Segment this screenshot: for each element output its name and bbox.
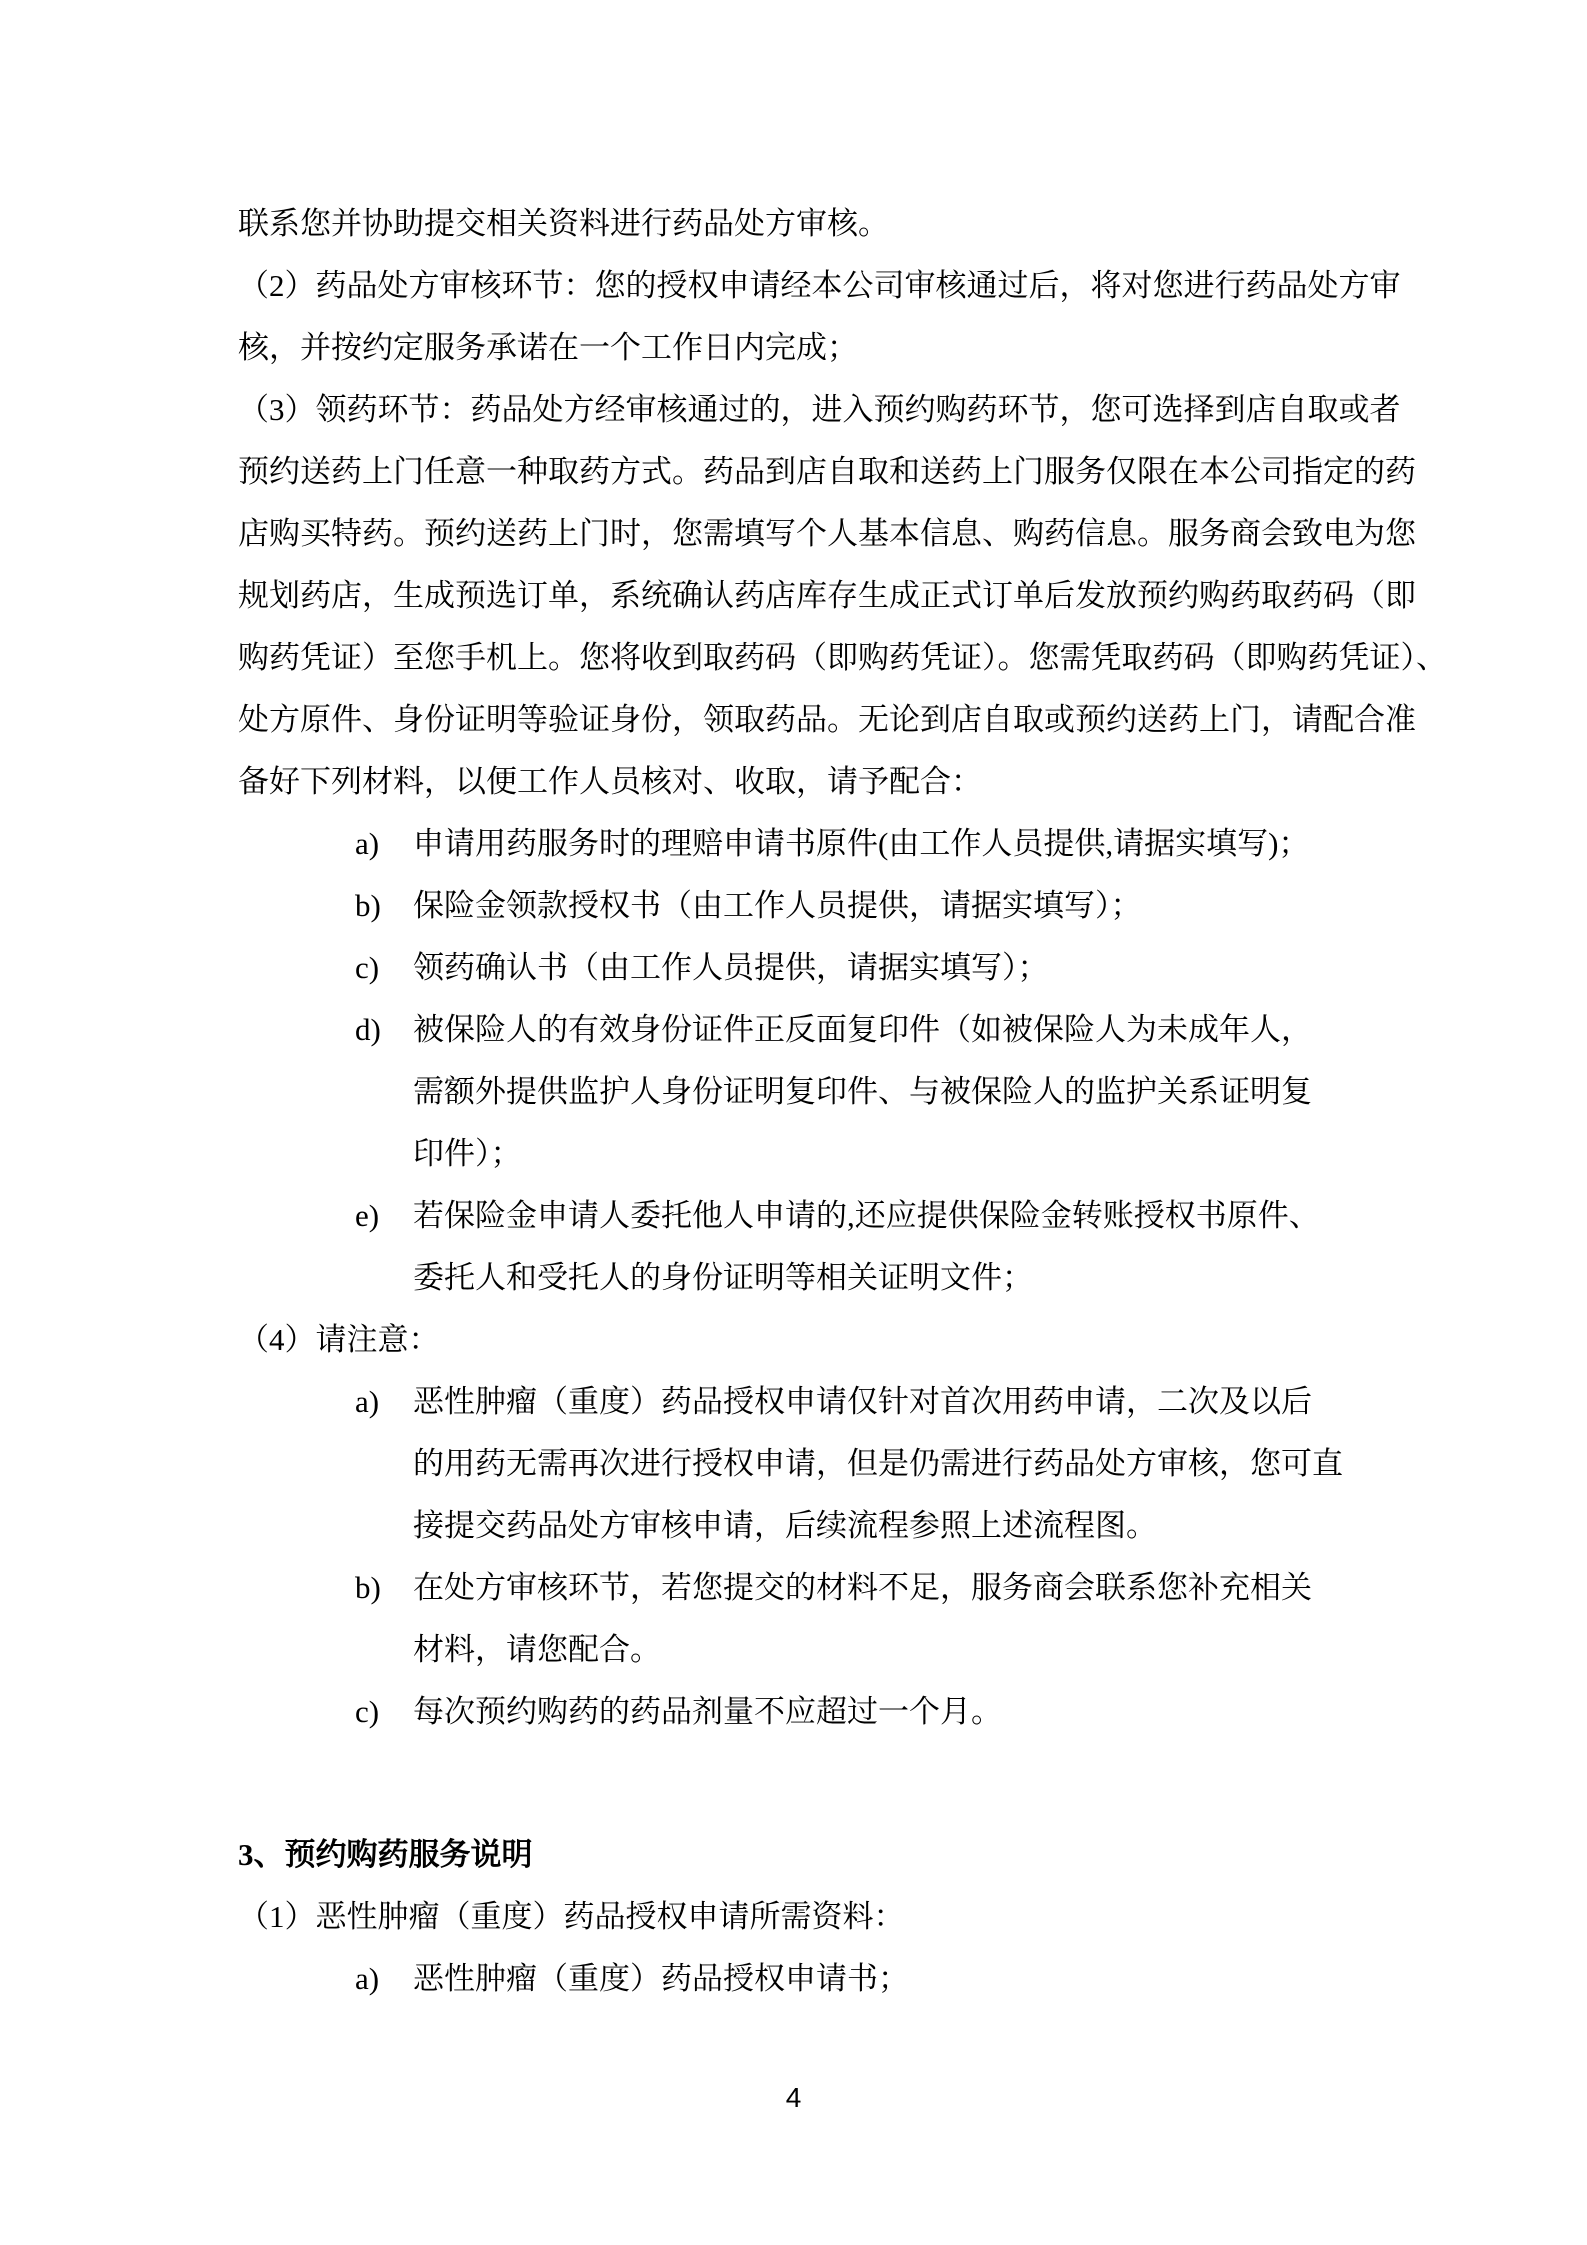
- text-line: 联系您并协助提交相关资料进行药品处方审核。: [238, 206, 889, 241]
- list-item-text: 申请用药服务时的理赔申请书原件(由工作人员提供,请据实填写)；: [413, 826, 1310, 861]
- list-item-text: 每次预约购药的药品剂量不应超过一个月。: [413, 1694, 1002, 1729]
- text-line: [238, 1185, 1448, 1247]
- list-item-text: 恶性肿瘤（重度）药品授权申请书；: [413, 1961, 909, 1996]
- text-line: [238, 1557, 1448, 1619]
- text-line: 店购买特药。预约送药上门时，您需填写个人基本信息、购药信息。服务商会致电为您: [238, 516, 1416, 551]
- list-marker: c): [355, 1694, 380, 1729]
- text-line: [238, 1948, 1448, 2010]
- list-marker: e): [355, 1198, 380, 1233]
- list-item-text: 领药确认书（由工作人员提供，请据实填写）；: [413, 950, 1049, 985]
- text-line: 备好下列材料，以便工作人员核对、收取，请予配合：: [238, 764, 982, 799]
- text-line: [238, 875, 1448, 937]
- list-item-text: 保险金领款授权书（由工作人员提供，请据实填写）；: [413, 888, 1142, 923]
- list-marker: a): [355, 1961, 380, 1996]
- text-line: （1）恶性肿瘤（重度）药品授权申请所需资料：: [238, 1899, 905, 1934]
- list-marker: b): [355, 888, 381, 923]
- list-marker: b): [355, 1570, 381, 1605]
- text-line: （3）领药环节：药品处方经审核通过的，进入预约购药环节，您可选择到店自取或者: [238, 392, 1401, 427]
- section-heading: 3、预约购药服务说明: [238, 1837, 533, 1872]
- text-line: 印件）；: [413, 1136, 522, 1171]
- text-line: 材料，请您配合。: [413, 1632, 661, 1667]
- text-line: 规划药店，生成预选订单，系统确认药店库存生成正式订单后发放预约购药取药码（即: [238, 578, 1416, 613]
- text-line: 购药凭证）至您手机上。您将收到取药码（即购药凭证）。您需凭取药码（即购药凭证）、: [238, 640, 1447, 675]
- text-line: [238, 999, 1448, 1061]
- document-body: [238, 193, 1448, 2010]
- text-line: （4）请注意：: [238, 1322, 440, 1357]
- text-line: （2）药品处方审核环节：您的授权申请经本公司审核通过后，将对您进行药品处方审: [238, 268, 1401, 303]
- text-line: 预约送药上门任意一种取药方式。药品到店自取和送药上门服务仅限在本公司指定的药: [238, 454, 1416, 489]
- list-marker: a): [355, 826, 380, 861]
- list-item-text: 被保险人的有效身份证件正反面复印件（如被保险人为未成年人，: [413, 1012, 1312, 1047]
- text-line: [238, 1681, 1448, 1743]
- list-item-text: 若保险金申请人委托他人申请的,还应提供保险金转账授权书原件、: [413, 1198, 1320, 1233]
- list-marker: c): [355, 950, 380, 985]
- list-marker: a): [355, 1384, 380, 1419]
- list-item-text: 在处方审核环节，若您提交的材料不足，服务商会联系您补充相关: [413, 1570, 1312, 1605]
- text-line: 接提交药品处方审核申请，后续流程参照上述流程图。: [413, 1508, 1157, 1543]
- text-line: 核，并按约定服务承诺在一个工作日内完成；: [238, 330, 858, 365]
- text-line: [238, 813, 1448, 875]
- list-item-text: 恶性肿瘤（重度）药品授权申请仅针对首次用药申请，二次及以后: [413, 1384, 1312, 1419]
- paragraph-spacer: [238, 1743, 1448, 1824]
- list-marker: d): [355, 1012, 381, 1047]
- text-line: 委托人和受托人的身份证明等相关证明文件；: [413, 1260, 1033, 1295]
- text-line: 的用药无需再次进行授权申请，但是仍需进行药品处方审核，您可直: [413, 1446, 1343, 1481]
- text-line: 需额外提供监护人身份证明复印件、与被保险人的监护关系证明复: [413, 1074, 1312, 1109]
- text-line: [238, 1371, 1448, 1433]
- text-line: [238, 937, 1448, 999]
- text-line: 处方原件、身份证明等验证身份，领取药品。无论到店自取或预约送药上门，请配合准: [238, 702, 1416, 737]
- page-number: 4: [785, 2082, 802, 2113]
